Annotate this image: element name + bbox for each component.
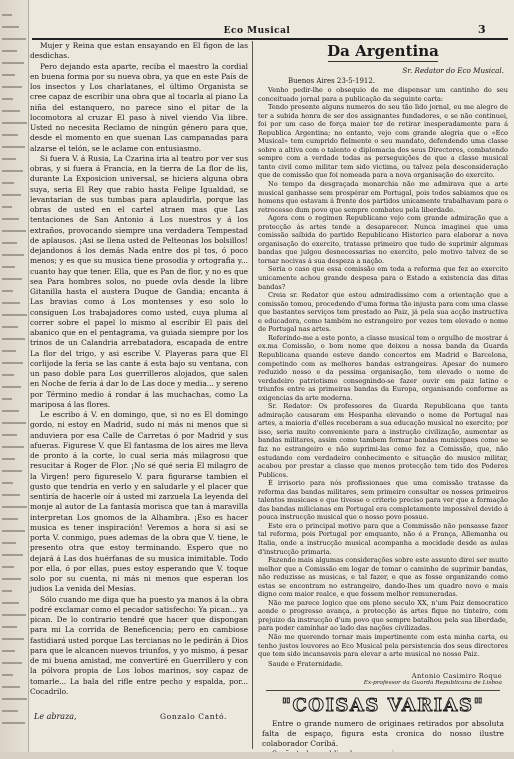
letter-paragraph: Não me querendo tornar mais impertinente com esta minha carta, eu tenho justos louvores ao Eco Musical pela persistencia dos seus directores que tem sido incansaveis para elevar a arte musical no nosso Paiz. [258, 633, 508, 659]
binding-strip-line [2, 74, 15, 76]
binding-strip-line [2, 566, 14, 568]
binding-strip-line [2, 686, 20, 688]
letter-place-date: Buenos Aires 23-5-1912. [288, 77, 376, 85]
letter-body [258, 86, 508, 659]
left-paragraph: Sólo cuando me diga que ha puesto ya manos á la obra podré exclamar como el pecador satisfecho: Ya pican... ya pican. De lo contrario tendré que hacer que dispongan para mi La corrida de Beneficencia; pero en cambiose fastidiará usted porque Las tercianas no le pedirán á Dios para que le alcancen nuevos triunfos, y yo mismo, á pesar de mi buena amistad, me convertiré en Guerrillero y con la pólvora propia de Los lobos marinos, soy capaz de tomarle... La bala del rifle entre pecho y espalda, por... Cocadrilo. [30, 594, 248, 696]
binding-strip-line [2, 302, 20, 304]
binding-strip-line [2, 638, 24, 640]
binding-strip-line [2, 362, 23, 364]
binding-strip-line [2, 314, 27, 316]
binding-strip-line [2, 182, 14, 184]
left-paragraph: Si fuera V. á Rusia, La Czarina iria al teatro por ver sus obras, y si fuera á Francia, en la tierra de La flor de lis, durante La Exposicion universal, se hiciera alguna obra suya, seria El Rey que rabio hasta Felipe Igualdad, se levantarian de sus tumbas para aplaudirla, porque las obras de usted en el cartel atraen mas que Las tentaciones de San Antonio á Los nuestros y á los extraños, provocando siempre una verdadera Tempestad de aplausos. ¡Asi se llena usted de Pelteonas los bolsillos! dejandonos á los demás Nada entre dos pl tos, ó poco menos; y es que su musica tiene prosodia y ortografia y... cuanto hay que tener. Ella, que es Pan de flor, y no es que sea Para hombres solos, no puede ovla desde la libre Gitanilla hasta el austera Duque de Gandia; encanta á Las bravias como á Los montenses y eso solo lo consiguen Los trabajadores como usted, cuya pluma al correr sobre el papel lo mismo al escribir El pais del abanico que en el pentagrama, va guiada siempre por los trinos de un Calandria arrebatadora, escapada de entre La flor del trigo, y asi escribe V. Playeras para que El corlijode la feria se las cante á esta bajo su ventana, con un paso doble para Los guerrilleros alojados, que salen en Noche de feria á dar lo de Las doce y media... y sereno por Término medio á rondar á las muchachas, como La mariposa á las flores. [30, 153, 248, 409]
letter-paragraph: Sr. Redator: Os professores da Guarda Republicana que tanta admiração causaram em Hespanha elevando o nome de Portugal nas artes, a maioria d'elles receberam a sua educação musical no exercito; por isso, seria muito conveniente para a instrução civilização, aumentar as bandas militares, assim como tambem formar bandas municipaes como se faz no estrangeiro e não suprimi-las como fez a Comissão, que, não estudando com verdadeiro conhecimento e situação do musico militar, acabou por prestar a classe que menos protecção tem tido dos Poderes Publicos. [258, 402, 508, 479]
binding-strip-line [2, 338, 25, 340]
letter-closing: Saude e Fraternidade. [268, 659, 344, 668]
page-number: 3 [478, 23, 486, 36]
letter-signature-role: Ex-professor da Guarda Republicana de Lisboa [363, 679, 502, 686]
section-divider [266, 690, 500, 691]
binding-strip-line [2, 62, 24, 64]
page-bottom-edge [0, 752, 514, 759]
letter-paragraph: Seria o caso que essa comissão em toda a reforma que fez ao exercito unicamente achou grande despesa para o Estado a existencia das ditas bandas? [258, 265, 508, 291]
letter-paragraph: Venho pedir-lhe o obsequio de me dispensar um cantinho do seu conceituado jornal para a publicação da seguinte carta: [258, 86, 508, 103]
left-signature: Gonzalo Cantó. [160, 712, 228, 721]
binding-strip-line [2, 578, 21, 580]
coisas-paragraph: Entre o grande numero de originaes retirados por absoluta falta de espaço, figura esta cronica do nosso ilustre colaborador Coribá. [262, 718, 504, 748]
binding-strip-line [2, 590, 12, 592]
binding-strip [0, 0, 29, 759]
letter-paragraph: É irrisorio para nós profissionaes que uma comissão tratasse da reforma das bandas militares, sem primeiro consultar os nossos primeiros talentos musicaes e que tivesse o criterio preciso para ver que a formação das bandas milicianas em Portugal era completamente impossível devido á pouca instrucção musical que o nosso povo possue. [258, 479, 508, 522]
binding-strip-line [2, 326, 18, 328]
binding-strip-line [2, 122, 27, 124]
binding-strip-line [2, 86, 22, 88]
binding-strip-line [2, 422, 26, 424]
column-divider [252, 41, 253, 749]
binding-strip-line [2, 602, 19, 604]
binding-strip-line [2, 722, 25, 724]
letter-paragraph: Referindo-me a este ponto, a classe musical tem o orgulho de mostrar á ex.ma Comissão, o bom nome que deixou a nossa banda da Guarda Republicana quando esteve dando concertos em Madrid e Barcelona, competindo com as melhores bandas estrangeiras. Apesar do numero reduzido nosso e da pessima organisação, tem elevado o nome de verdadeiro patriotismo consegnindo-se fazer ouvir em paiz latino e triunfos entre as primeiras bandas da Europa, organisando conforme as exigencias da arte moderna. [258, 333, 508, 402]
binding-strip-line [2, 50, 17, 52]
binding-strip-line [2, 134, 18, 136]
left-paragraph: Mujer y Reina que estan ensayando en El figon de las desdichas. [30, 41, 248, 61]
binding-strip-line [2, 614, 26, 616]
letter-paragraph: Fazendo mais algumas considerações sobre este assunto direi ser muito melhor que a Comissão em logar de tomar o caminho de suprimir bandas, não reduzisse as musicas, e tal fazer, e que as fosse organizando como estas se encontram no estrangeiro, dando-lhes um quadro novo e mais digno com maior realce, e que fossem melhor remuneradas. [258, 556, 508, 599]
letter-paragraph: Tendo presente alguns numeros do seu tão lido jornal, eu me alegro de ter a subida honra de ser dos assignantes fundadores, e se não continuei, foi por um caso de força maior ter de retirar inesperadamente para á Republica Argentina; no entanto, vejo com grande alegria que o «Eco Musical» tem cumprido fielmente o seu mandato, defendendo uma classe sobre a altiva com o talento e diplomacia dos seus Directores, combatendo sempre com a verdade todas as perseguições de que a classe musical tanto civil como militar tem sido victima, ou talvez pela desconsideração que de comissão que foi nomeada para a nova organisação do exercito. [258, 103, 508, 180]
binding-strip-line [2, 242, 17, 244]
binding-strip-line [2, 446, 24, 448]
binding-strip-line [2, 110, 20, 112]
letter-paragraph: Creia sr. Redator que estou admiradissimo com a orientação que a comissão tomou, procedendo d'uma forma tão injusta para com uma classe que bastantes serviços tem prestado ao Paiz, já pela sua acção instructiva e educadora, como também no estrangeiro por vezes tem elevado o nome de Portugal nas artes. [258, 291, 508, 334]
binding-strip-line [2, 494, 20, 496]
binding-strip-line [2, 350, 16, 352]
binding-strip-line [2, 98, 13, 100]
binding-strip-line [2, 626, 17, 628]
binding-strip-line [2, 266, 15, 268]
binding-strip-line [2, 14, 12, 16]
letter-paragraph: Este era o principal motivo para que a Commissão não pensasse fazer tal reforma, pois Portugal por emquanto, não é a França, Allemanha ou Italia, onde a instrucção musical acompanha a mocidade desde as aulas d'instrucção primaria. [258, 521, 508, 556]
letter-paragraph: Agora com o regimen Republicano vejo com grande admiração que a protecção ás artes tende a desaparecer. Nunca imaginei que uma comissão saíbida do partido Republicano Historico para elaborar a nova organisação do exercito, tratasse primeiro que tudo de suprimir algumas bandas que julgou desnecessarias no exercito, pelo motivo talvez de se tornar nocivas á sua despeza a nação. [258, 214, 508, 265]
letter-salutation: Sr. Redator do Eco Musical. [402, 66, 504, 75]
binding-strip-line [2, 230, 26, 232]
header-rule [32, 38, 508, 40]
binding-strip-line [2, 254, 24, 256]
letter-signature: Antonio Casimiro Roque [411, 671, 502, 680]
binding-strip-line [2, 290, 13, 292]
binding-strip-line [2, 386, 21, 388]
left-column-article [30, 41, 248, 741]
binding-strip-line [2, 530, 25, 532]
right-column [258, 41, 508, 748]
page-header-title: Eco Musical [223, 26, 291, 36]
binding-strip-line [2, 434, 17, 436]
binding-strip-line [2, 674, 13, 676]
binding-strip-line [2, 146, 25, 148]
binding-strip-line [2, 554, 23, 556]
binding-strip-line [2, 194, 21, 196]
binding-strip-line [2, 38, 26, 40]
binding-strip-line [2, 470, 22, 472]
binding-strip-line [2, 710, 18, 712]
section-title: Da Argentina [327, 42, 439, 60]
binding-strip-line [2, 278, 22, 280]
binding-strip-line [2, 662, 22, 664]
binding-strip-line [2, 698, 27, 700]
left-paragraph: Pero dejando esta aparte, reciba el maestro la cordial en buena forma por su nueva obra, ya que en este País de los insectos y Los charlatanes, el último Organista se cree capaz de escribir una obra que al tocarla al piano La niña del estanquero, no parece sino el pitar de la locomotora al cruzar El paso à nivel viendo Via libre. Usted no necesita Reclamo de ningún género para que, desde el momento en que suenan Las campanadas para alzarse el telón, se le aclame con entusiasmo. [30, 61, 248, 153]
binding-strip-line [2, 542, 16, 544]
left-closing: Le abraza, [34, 712, 77, 721]
binding-strip-line [2, 158, 16, 160]
coisas-varias-title: "COISAS VARIAS" [281, 694, 485, 716]
binding-strip-line [2, 518, 18, 520]
binding-strip-line [2, 218, 19, 220]
title-underline [328, 61, 438, 62]
binding-strip-line [2, 398, 12, 400]
binding-strip-line [2, 650, 15, 652]
binding-strip-line [2, 410, 19, 412]
binding-strip-line [2, 482, 13, 484]
letter-paragraph: Não me parece logico que em pleno seculo XX, n'um Paiz democratico aonde o progresso avança, a protecção ás artes fique no tinteiro, com prejuizo da instrucção d'um povo que sempre batalhou pela sua liberdade, para poder caminhar ao lado das nações civilizadas. [258, 598, 508, 633]
binding-strip-line [2, 206, 12, 208]
letter-paragraph: No tempo da desgraçada monarchia não me admirava que a arte musical ganhasse sem prospérar em Portugal, pois todos sabiamos que os homens que estavam á frente dos partidos unicamente trabalhavam para o retrocesso dum povo que sempre combateu pela liberdade. [258, 180, 508, 214]
binding-strip-line [2, 374, 14, 376]
binding-strip-line [2, 170, 23, 172]
binding-strip-line [2, 458, 15, 460]
left-paragraph: Le escribo á V. en domingo, que, si no es El domingo gordo, ni estoy en Madrid, sudo ni más ni menos que si anduviera por esa Calle de Carretas ó por Madrid y sus afueras. Figurese V. que El fantasma de los aires me lleva de pronto á la corte, lo cual seria más milagroso que resucitar á Roger de Flor. ¡No sé qué seria El milagro de la Virgen! pero figureselo V. para figurarse tambien el gusto que tendria en verlo y en saludarle y el placer que sentiría de hacerle oír á usted mi zarzuela La leyenda del monje al autor de La fantasía morisca que tan á maravilla interpretan Los gnomos de la Alhambra. ¡Eso es hacer musica es tener inspiración! Veremos a hora si así se porta V. conmigo, pues ademas de la obra que V. tiene, le presento otra que estoy terminando. Espero que no dejará á Las dos huérfanas de su musica inimitable. Todo por ella, ó por ellas, pues estoy esperando que V. toque solo por su cuenta, ni más ni menos que esperan los judios La venida del Mesías. [30, 410, 248, 594]
binding-strip-line [2, 506, 27, 508]
